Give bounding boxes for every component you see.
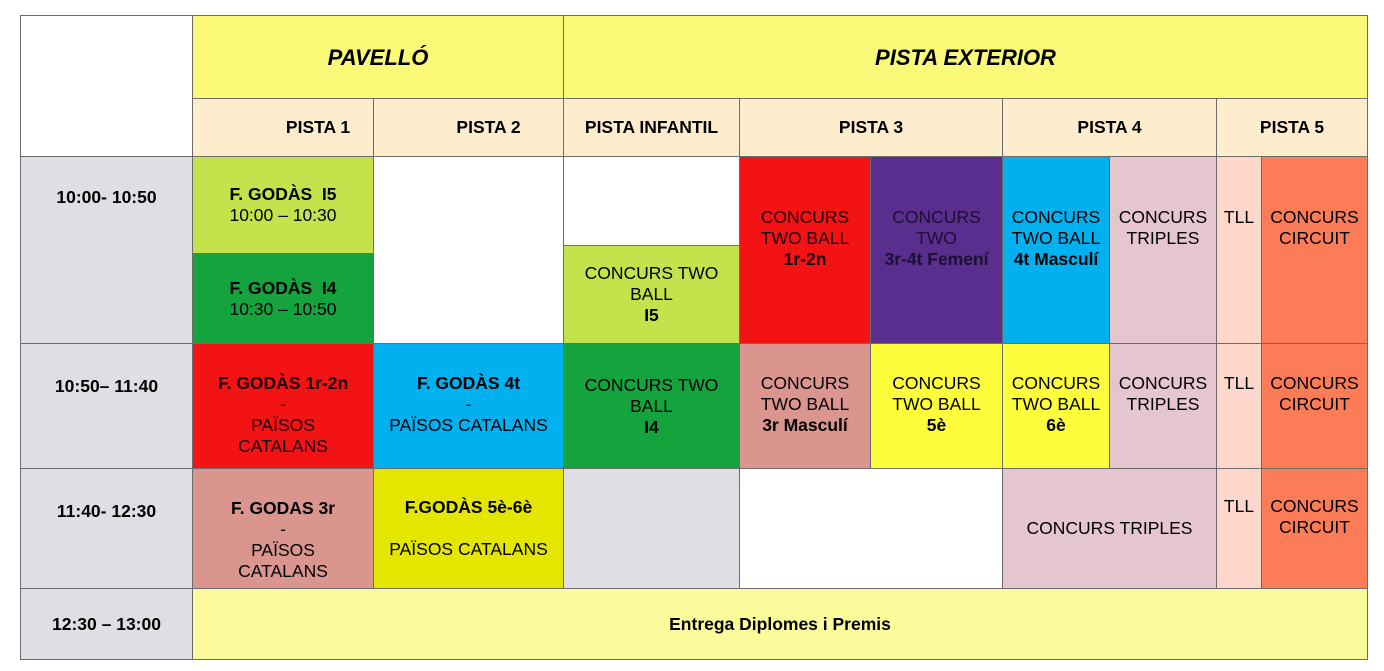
pista3-slot1b-group: 3r-4t Femení <box>884 249 989 269</box>
infantil-slot1-empty <box>563 156 740 246</box>
pista1-slot1a-time: 10:00 – 10:30 <box>229 205 337 225</box>
pista3-slot1b <box>870 156 1003 344</box>
pista3-slot2b-text: CONCURS TWO BALL <box>892 373 981 414</box>
pista4-slot3 <box>1002 468 1217 589</box>
header-pavello: PAVELLÓ <box>192 15 564 99</box>
pista4-slot1a <box>1002 156 1110 344</box>
pista2-slot2-title: F. GODÀS 4t <box>416 373 521 393</box>
pista1-slot1b-title: F. GODÀS I4 <box>229 277 337 298</box>
time-slot-1: 10:00- 10:50 <box>20 156 193 344</box>
pista3-slot2a <box>739 343 871 469</box>
pista4-slot2a-group: 6è <box>1046 415 1066 435</box>
pista3-slot1a-text: CONCURS TWO BALL <box>760 207 850 248</box>
pista5-slot3b-text: CONCURS CIRCUIT <box>1270 496 1359 537</box>
pista2-slot2-dash: - <box>465 394 472 414</box>
header-pista-exterior: PISTA EXTERIOR <box>563 15 1368 99</box>
header-pista-5: PISTA 5 <box>1216 98 1368 157</box>
pista3-slot2a-text: CONCURS TWO BALL <box>760 373 850 414</box>
pista2-slot1-empty <box>373 156 564 344</box>
pista5-slot2a-text: TLL <box>1223 373 1255 393</box>
header-pista-2: PISTA 2 <box>373 98 564 157</box>
awards-ceremony <box>192 588 1368 660</box>
pista5-slot2b-text: CONCURS CIRCUIT <box>1270 373 1359 414</box>
pista4-slot1a-group: 4t Masculí <box>1013 249 1099 269</box>
pista2-slot2 <box>373 343 564 469</box>
pista2-slot3-text: PAÏSOS CATALANS <box>389 539 548 559</box>
pista3-slot2a-group: 3r Masculí <box>762 415 848 435</box>
pista1-slot1a <box>192 156 374 254</box>
pista1-slot3-dash: - <box>280 519 286 539</box>
infantil-slot1b-group: I5 <box>644 305 659 325</box>
time-slot-4: 12:30 – 13:00 <box>20 588 193 660</box>
time-slot-2: 10:50– 11:40 <box>20 343 193 469</box>
pista1-slot1a-title: F. GODÀS I5 <box>229 184 337 204</box>
pista4-slot2b <box>1109 343 1217 469</box>
infantil-slot3-empty <box>563 468 740 589</box>
pista5-slot2a <box>1216 343 1262 469</box>
pista4-slot2a-text: CONCURS TWO BALL <box>1011 373 1101 414</box>
infantil-slot2-group: I4 <box>644 416 659 437</box>
pista5-slot1b <box>1261 156 1368 344</box>
pista1-slot3-text: PAÏSOS CATALANS <box>238 540 328 581</box>
pista1-slot2-dash: - <box>280 394 286 414</box>
pista3-slot2b <box>870 343 1003 469</box>
pista3-slot1a <box>739 156 871 344</box>
pista4-slot2a <box>1002 343 1110 469</box>
pista1-slot1b <box>192 253 374 344</box>
pista3-slot2b-group: 5è <box>926 415 947 435</box>
pista2-slot3 <box>373 468 564 589</box>
pista5-slot3a-text: TLL <box>1223 496 1255 516</box>
header-pista-3: PISTA 3 <box>739 98 1003 157</box>
header-pista-1: PISTA 1 <box>192 98 374 157</box>
infantil-slot2-text: CONCURS TWO BALL <box>584 374 719 416</box>
pista4-slot1a-text: CONCURS TWO BALL <box>1011 207 1101 248</box>
pista5-slot3b <box>1261 468 1368 589</box>
infantil-slot1b-text: CONCURS TWO BALL <box>584 263 719 304</box>
pista1-slot3-title: F. GODAS 3r <box>230 498 336 518</box>
pista1-slot2-text: PAÏSOS CATALANS <box>238 415 328 456</box>
pista2-slot3-title: F.GODÀS 5è-6è <box>404 497 533 517</box>
pista1-slot2 <box>192 343 374 469</box>
pista5-slot1a <box>1216 156 1262 344</box>
infantil-slot1b <box>563 245 740 344</box>
pista3-slot3-empty <box>739 468 1003 589</box>
pista3-slot1b-text: CONCURS TWO <box>892 207 981 248</box>
pista5-slot3a <box>1216 468 1262 589</box>
pista5-slot1b-text: CONCURS CIRCUIT <box>1270 207 1359 248</box>
corner-cell <box>20 15 193 157</box>
pista5-slot2b <box>1261 343 1368 469</box>
pista4-slot2b-text: CONCURS TRIPLES <box>1118 373 1208 414</box>
pista1-slot2-title: F. GODÀS 1r-2n <box>217 373 349 393</box>
pista1-slot1b-time: 10:30 – 10:50 <box>229 298 337 319</box>
time-slot-3: 11:40- 12:30 <box>20 468 193 589</box>
awards-ceremony-text: Entrega Diplomes i Premis <box>669 613 891 634</box>
pista4-slot1b <box>1109 156 1217 344</box>
header-pista-infantil: PISTA INFANTIL <box>563 98 740 157</box>
infantil-slot2 <box>563 343 740 469</box>
pista1-slot3 <box>192 468 374 589</box>
pista3-slot1a-group: 1r-2n <box>783 249 827 269</box>
pista4-slot3-text: CONCURS TRIPLES <box>1026 518 1193 538</box>
header-pista-4: PISTA 4 <box>1002 98 1217 157</box>
pista5-slot1a-text: TLL <box>1223 207 1255 227</box>
pista2-slot2-text: PAÏSOS CATALANS <box>389 415 548 435</box>
pista4-slot1b-text: CONCURS TRIPLES <box>1118 207 1208 248</box>
